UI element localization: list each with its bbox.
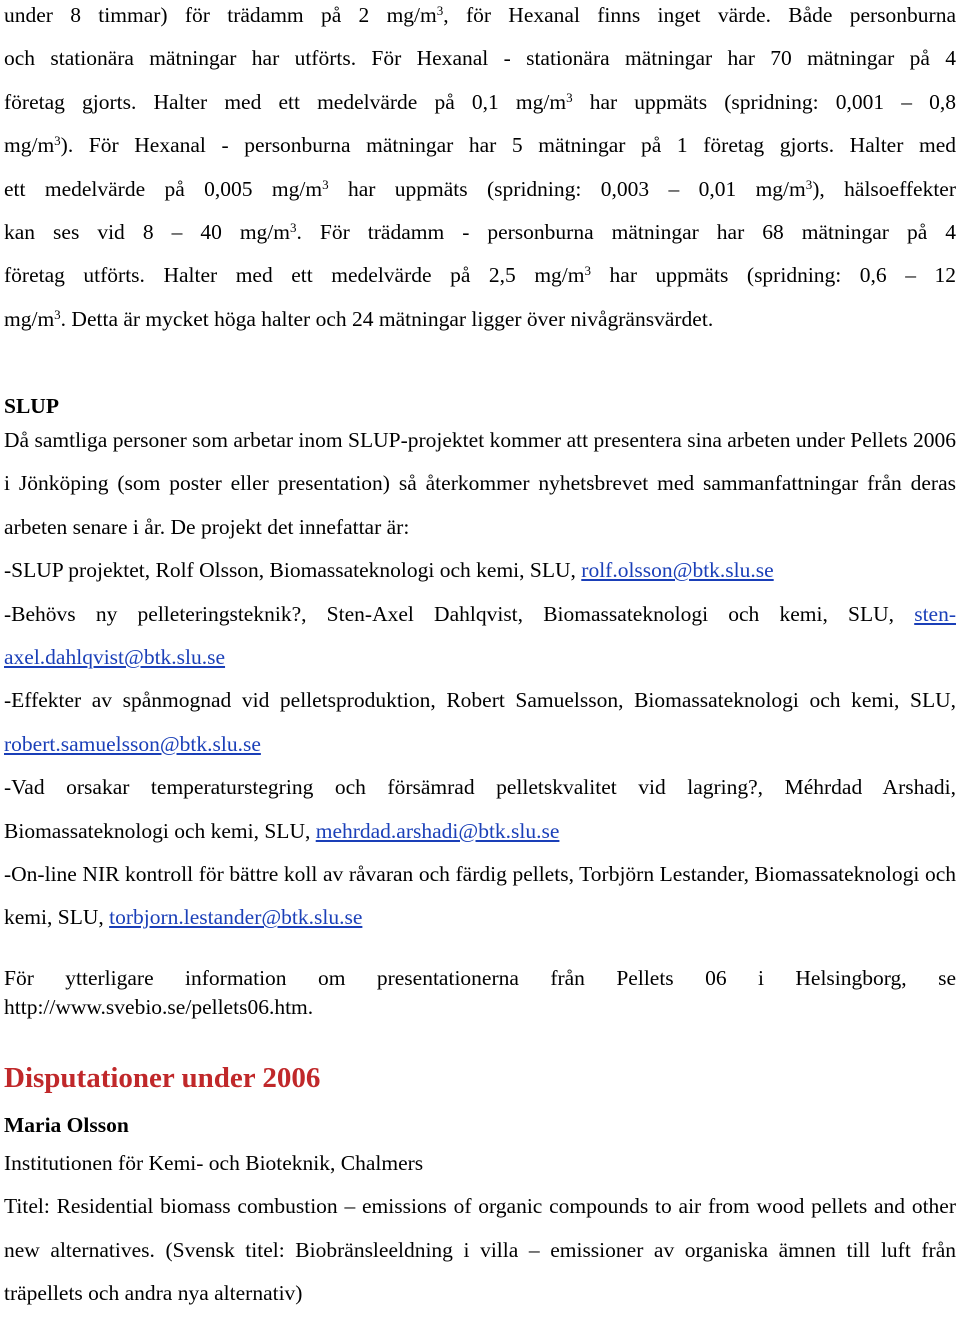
slup-project-item [4,853,956,940]
person-name: Maria Olsson [4,1113,129,1137]
intro-line-6: kan ses vid 8 – 40 $mg/m^3$. För trädamm - personburna mätningar har 68 mätningar på 4 [4,219,956,245]
email-link-rolf-olsson[interactable]: rolf.olsson@btk.slu.se [581,558,774,583]
slup-section [4,391,956,940]
slup-project-item [4,766,956,853]
slup-project-text: -Behövs ny pelleteringsteknik?, Sten-Axel Dahlqvist, Biomassateknologi och kemi, SLU, [4,601,915,626]
intro-line-3: företag gjorts. Halter med ett medelvärde på 0,1 $mg/m^3$ har uppmäts (spridning: 0,001 – 0,8 [4,89,956,114]
intro-paragraph [4,0,956,341]
email-link-torbjorn-lestander[interactable]: torbjorn.lestander@btk.slu.se [109,905,363,930]
slup-project-text: -On-line NIR kontroll för bättre koll av råvaran och färdig pellets, Torbjörn Lestander, Biomassateknologi och kemi, SLU, [4,862,956,930]
email-link-sten-axel-dahlqvist[interactable]: sten-axel.dahlqvist@btk.slu.se [4,601,956,670]
further-info-url[interactable]: http://www.svebio.se/pellets06.htm. [4,995,314,1019]
email-link-robert-samuelsson[interactable]: robert.samuelsson@btk.slu.se [4,731,261,756]
slup-heading: SLUP [4,394,59,418]
slup-project-text: -Vad orsakar temperaturstegring och försämrad pelletskvalitet vid lagring?, Méhrdad Arshadi, Biomassateknologi och kemi, SLU, [4,775,956,843]
slup-intro-paragraph: Då samtliga personer som arbetar inom SLUP-projektet kommer att presentera sina arbeten under Pellets 2006 i Jönköping (som poster eller presentation) så återkommer nyhetsbrevet med sammanfattningar från deras arbeten senare i år. De projekt det innefattar är: [4,428,956,539]
slup-project-item [4,679,956,766]
intro-line-2: och stationära mätningar har utförts. För Hexanal - stationära mätningar har 70 mätningar på 4 [4,46,956,71]
thesis-title: Titel: Residential biomass combustion – emissions of organic compounds to air from wood pellets and other new alternatives. (Svensk titel: Biobränsleeldning i villa – emissioner av organiska ämnen till luft från träpellets och andra nya alternativ) [4,1194,956,1306]
further-info [4,964,956,1022]
further-info-text: För ytterligare information om presentationerna från Pellets 06 i Helsingborg, se [4,966,956,990]
disputationer-section [4,1058,956,1316]
intro-line-4: $mg/m^3$). För Hexanal - personburna mätningar har 5 mätningar på 1 företag gjorts. Halter med [4,133,956,158]
slup-project-text: -Effekter av spånmognad vid pelletsproduktion, Robert Samuelsson, Biomassateknologi och kemi, SLU, [4,688,956,713]
intro-line-8: $mg/m^3$. Detta är mycket höga halter och 24 mätningar ligger över nivågränsvärdet. [4,306,714,331]
email-link-mehrdad-arshadi[interactable]: mehrdad.arshadi@btk.slu.se [315,818,560,843]
intro-line-7: företag utförts. Halter med ett medelvärde på 2,5 $mg/m^3$ har uppmäts (spridning: 0,6 – 12 [4,263,956,288]
institution: Institutionen för Kemi- och Bioteknik, Chalmers [4,1151,424,1175]
slup-project-item [4,593,956,680]
disputationer-heading: Disputationer under 2006 [4,1062,321,1094]
slup-project-item [4,549,956,592]
slup-project-text: -SLUP projektet, Rolf Olsson, Biomassateknologi och kemi, SLU, [4,558,582,583]
intro-line-5: ett medelvärde på 0,005 $mg/m^3$ har uppmäts (spridning: 0,003 – 0,01 $mg/m^3$), hälsoeffekter [4,176,956,201]
intro-line-1: under 8 timmar) för trädamm på 2 $mg/m^3$, för Hexanal finns inget värde. Både personburna [4,2,956,27]
